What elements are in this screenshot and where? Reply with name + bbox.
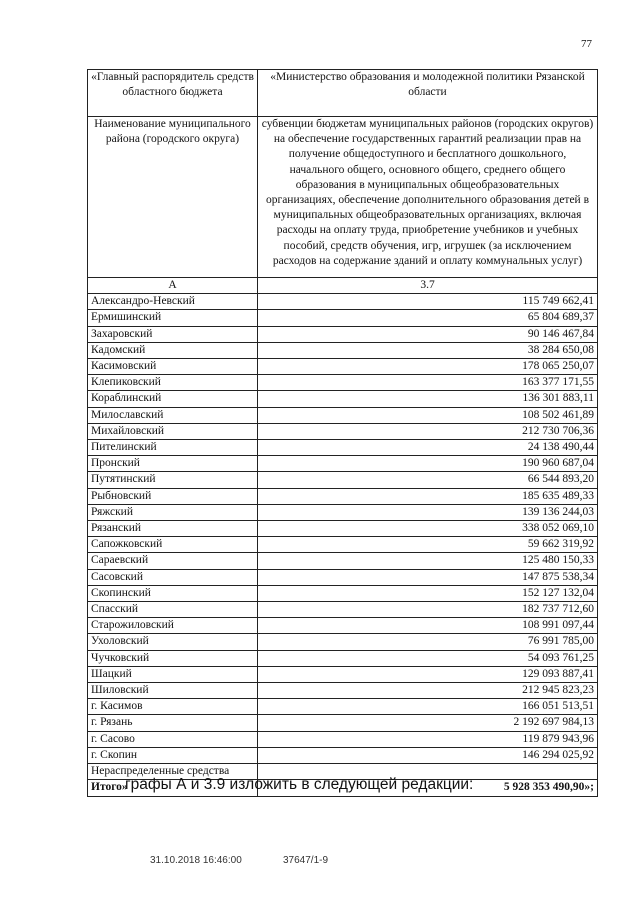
header-row-distributor <box>88 70 598 117</box>
table-row <box>88 326 598 342</box>
district-name: Касимовский <box>88 359 258 375</box>
district-name: г. Скопин <box>88 747 258 763</box>
subvention-amount: 2 192 697 984,13 <box>258 715 598 731</box>
header-subvention-description: субвенции бюджетам муниципальных районов (городских округов) на обеспечение государственных гарантий реализации прав на получение общедоступного и бесплатного дошкольного, начального общего, основного общего, среднего общего образования в муниципальных общеобразовательных организациях, обеспечение дополнительного образования детей в муниципальных общеобразовательных организациях, включая расходы на оплату труда, приобретение учебников и учебных пособий, средств обучения, игр, игрушек (за исключением расходов на содержание зданий и оплату коммунальных услуг) <box>258 117 598 278</box>
budget-table <box>87 69 598 797</box>
subvention-amount: 146 294 025,92 <box>258 747 598 763</box>
subvention-amount: 125 480 150,33 <box>258 553 598 569</box>
table-row <box>88 407 598 423</box>
table-row <box>88 521 598 537</box>
table-row <box>88 747 598 763</box>
district-name: Ермишинский <box>88 310 258 326</box>
table-row <box>88 359 598 375</box>
district-name: Кадомский <box>88 342 258 358</box>
subvention-amount: 54 093 761,25 <box>258 650 598 666</box>
subvention-amount: 185 635 489,33 <box>258 488 598 504</box>
subvention-amount: 76 991 785,00 <box>258 634 598 650</box>
header-row-description <box>88 117 598 278</box>
column-code-a: А <box>88 278 258 294</box>
district-name: Кораблинский <box>88 391 258 407</box>
subvention-amount: 190 960 687,04 <box>258 456 598 472</box>
district-name: Пронский <box>88 456 258 472</box>
district-name: Старожиловский <box>88 618 258 634</box>
subvention-amount: 90 146 467,84 <box>258 326 598 342</box>
table-row <box>88 602 598 618</box>
table-row <box>88 618 598 634</box>
district-name: Милославский <box>88 407 258 423</box>
subvention-amount: 139 136 244,03 <box>258 504 598 520</box>
table-row <box>88 294 598 310</box>
header-district-label: Наименование муниципального района (городского округа) <box>88 117 258 278</box>
table-row <box>88 472 598 488</box>
column-code-3-7: 3.7 <box>258 278 598 294</box>
subvention-amount: 108 991 097,44 <box>258 618 598 634</box>
subvention-amount: 163 377 171,55 <box>258 375 598 391</box>
table-row <box>88 488 598 504</box>
subvention-amount: 178 065 250,07 <box>258 359 598 375</box>
district-name: Шиловский <box>88 683 258 699</box>
subvention-amount: 147 875 538,34 <box>258 569 598 585</box>
subvention-amount: 136 301 883,11 <box>258 391 598 407</box>
subvention-amount: 66 544 893,20 <box>258 472 598 488</box>
table-row <box>88 666 598 682</box>
table-row <box>88 504 598 520</box>
subvention-amount: 108 502 461,89 <box>258 407 598 423</box>
header-distributor-label: «Главный распорядитель средств областного бюджета <box>88 70 258 117</box>
table-row <box>88 634 598 650</box>
subvention-amount: 65 804 689,37 <box>258 310 598 326</box>
district-name: Путятинский <box>88 472 258 488</box>
table-row <box>88 585 598 601</box>
table-row <box>88 440 598 456</box>
table-row <box>88 310 598 326</box>
subvention-amount: 152 127 132,04 <box>258 585 598 601</box>
total-label: Итого» <box>88 780 258 796</box>
table-row <box>88 731 598 747</box>
table-row <box>88 537 598 553</box>
table-row <box>88 456 598 472</box>
table-row <box>88 715 598 731</box>
district-name: г. Касимов <box>88 699 258 715</box>
district-name: Сараевский <box>88 553 258 569</box>
table-row <box>88 699 598 715</box>
table-row <box>88 553 598 569</box>
district-name: Клепиковский <box>88 375 258 391</box>
subvention-amount: 212 945 823,23 <box>258 683 598 699</box>
subvention-amount: 129 093 887,41 <box>258 666 598 682</box>
district-name: Спасский <box>88 602 258 618</box>
subvention-amount: 119 879 943,96 <box>258 731 598 747</box>
page-number: 77 <box>581 38 592 50</box>
subvention-amount: 115 749 662,41 <box>258 294 598 310</box>
district-name: г. Рязань <box>88 715 258 731</box>
district-name: Пителинский <box>88 440 258 456</box>
subvention-amount: 212 730 706,36 <box>258 423 598 439</box>
table-row <box>88 391 598 407</box>
header-ministry-name: «Министерство образования и молодежной политики Рязанской области <box>258 70 598 117</box>
amendment-caption: графы А и 3.9 изложить в следующей редакции: <box>125 776 474 793</box>
table-row <box>88 423 598 439</box>
subvention-amount: 338 052 069,10 <box>258 521 598 537</box>
district-name: Скопинский <box>88 585 258 601</box>
header-row-column-codes <box>88 278 598 294</box>
subvention-amount: 38 284 650,08 <box>258 342 598 358</box>
footer-timestamp: 31.10.2018 16:46:00 <box>150 855 242 866</box>
district-name: г. Сасово <box>88 731 258 747</box>
subvention-amount: 166 051 513,51 <box>258 699 598 715</box>
district-name: Чучковский <box>88 650 258 666</box>
budget-table-body <box>88 70 598 797</box>
table-row <box>88 569 598 585</box>
district-name: Захаровский <box>88 326 258 342</box>
district-name: Нераспределенные средства <box>88 764 258 780</box>
district-name: Александро-Невский <box>88 294 258 310</box>
district-name: Сасовский <box>88 569 258 585</box>
subvention-amount: 182 737 712,60 <box>258 602 598 618</box>
table-row <box>88 342 598 358</box>
district-name: Рыбновский <box>88 488 258 504</box>
district-name: Шацкий <box>88 666 258 682</box>
district-name: Михайловский <box>88 423 258 439</box>
table-row <box>88 650 598 666</box>
footer-document-code: 37647/1-9 <box>283 855 329 866</box>
subvention-amount: 24 138 490,44 <box>258 440 598 456</box>
district-name: Ухоловский <box>88 634 258 650</box>
subvention-amount: 59 662 319,92 <box>258 537 598 553</box>
total-amount: 5 928 353 490,90»; <box>258 780 598 796</box>
district-name: Ряжский <box>88 504 258 520</box>
district-name: Рязанский <box>88 521 258 537</box>
district-name: Сапожковский <box>88 537 258 553</box>
table-row <box>88 683 598 699</box>
table-row <box>88 375 598 391</box>
